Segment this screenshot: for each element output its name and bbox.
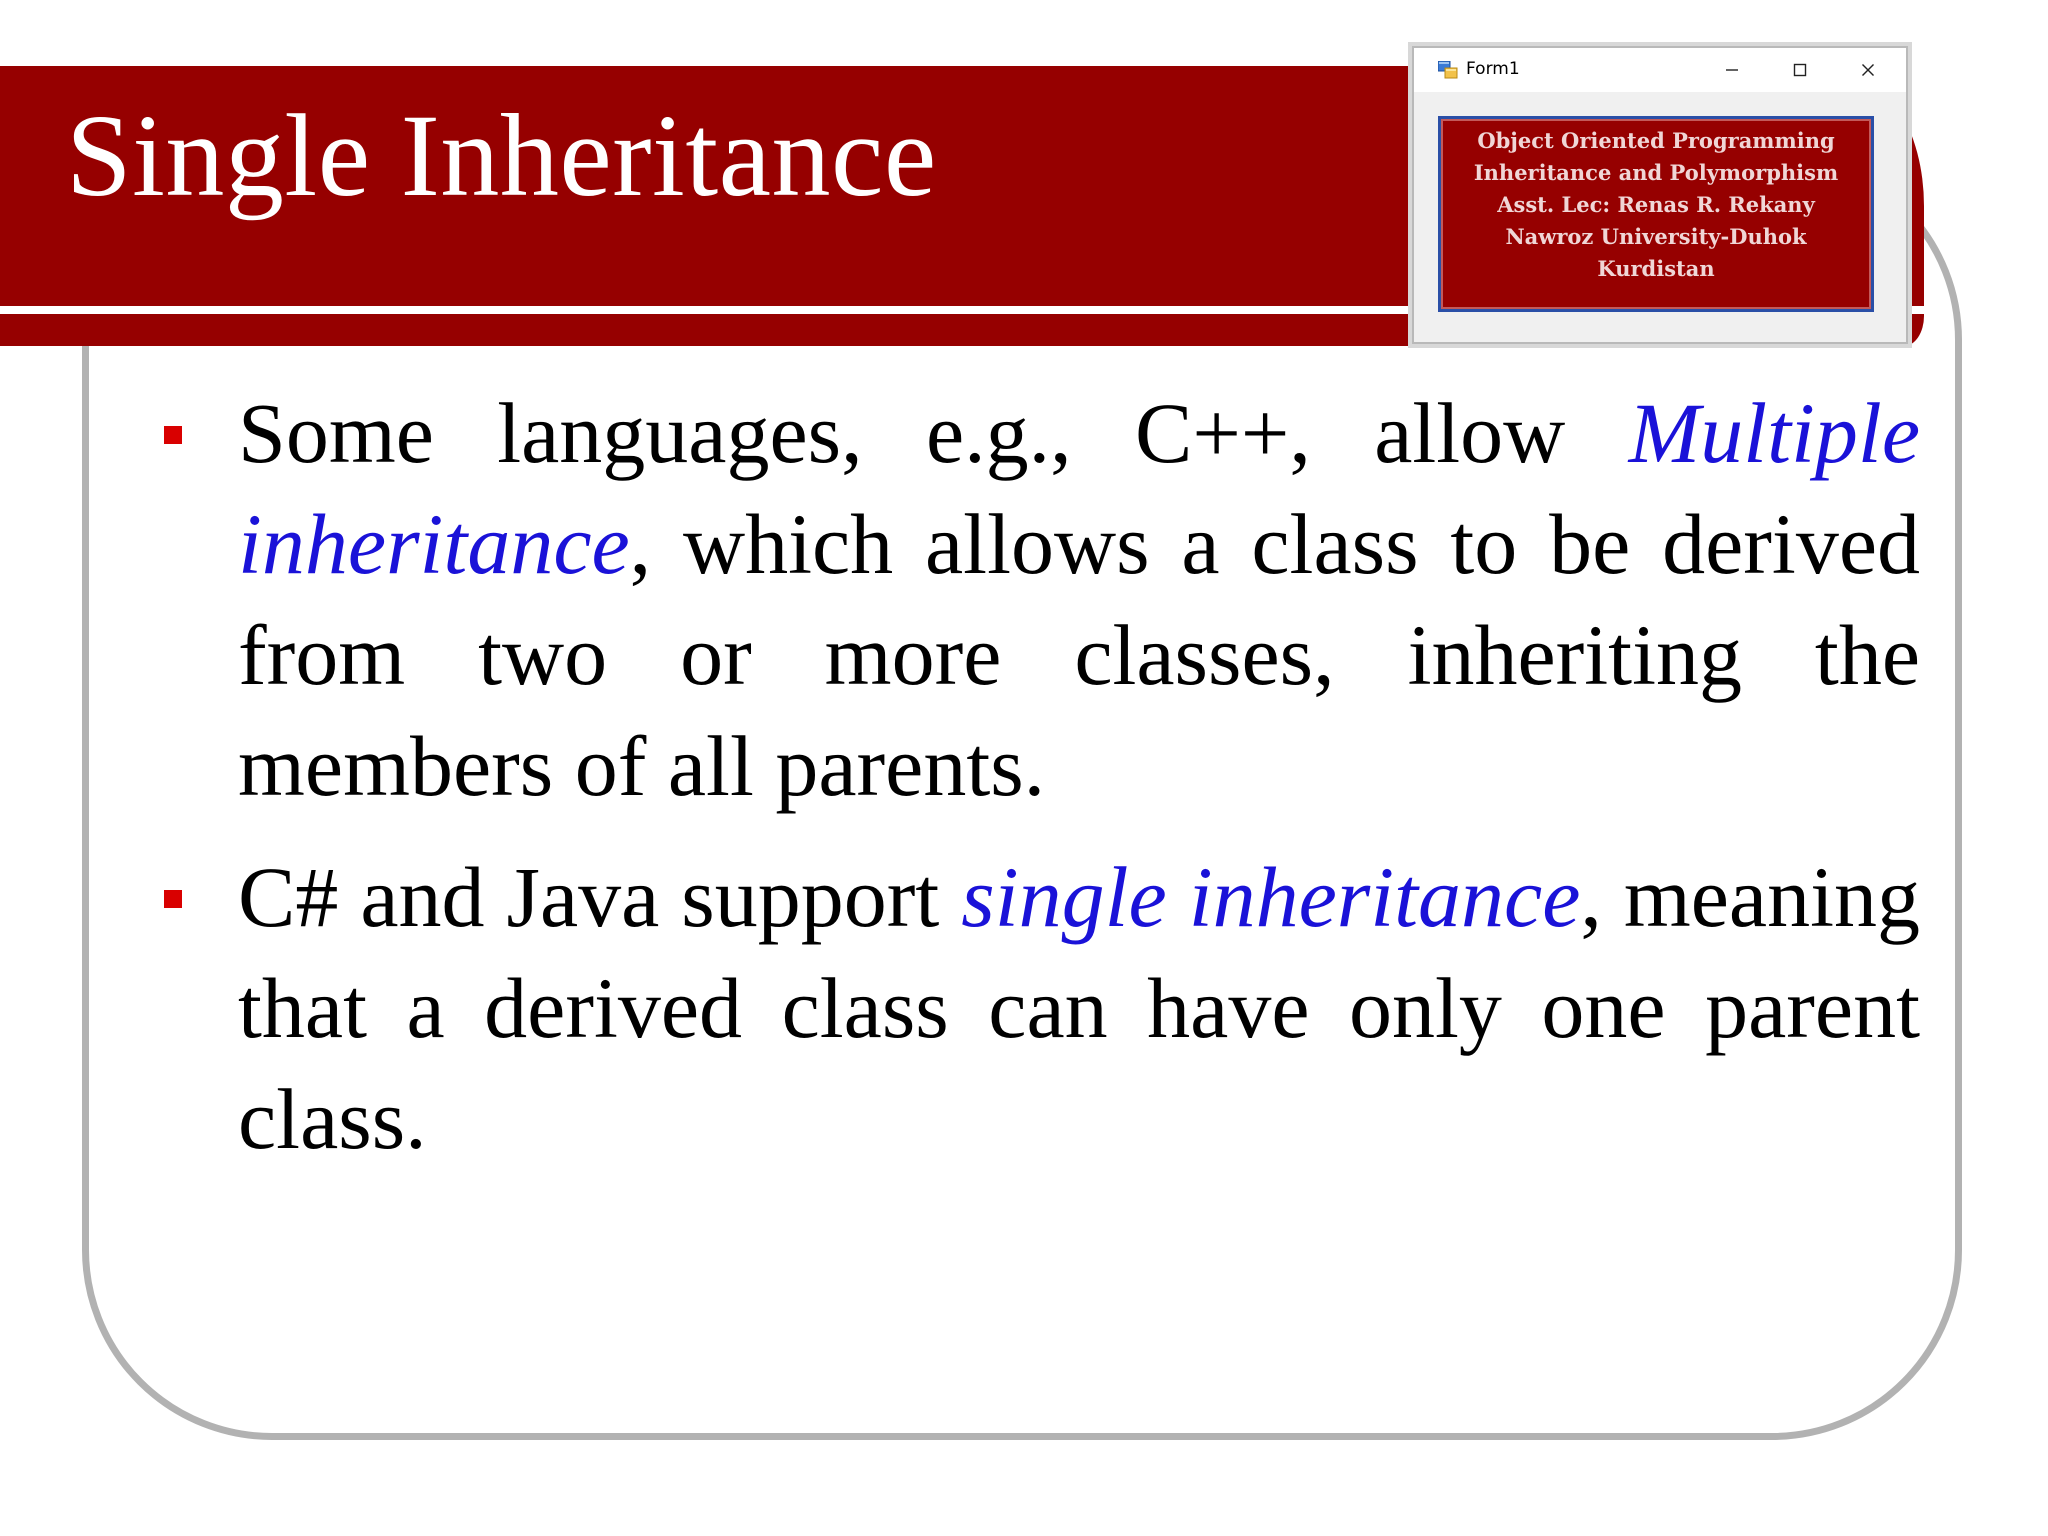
bullet-text-1 (238, 378, 1920, 822)
minimize-icon (1724, 62, 1740, 78)
bullet-emphasis: single inheritance (961, 849, 1581, 945)
close-icon (1860, 62, 1876, 78)
square-bullet-icon (164, 890, 182, 908)
windows-form-icon (1438, 61, 1458, 79)
window-title: Form1 (1466, 59, 1520, 79)
bullet-segment: C# and Java support (238, 849, 962, 945)
bullet-emphasis: Multiple inheritance (238, 385, 1920, 592)
form1-window[interactable] (1412, 46, 1908, 344)
bullet-item-2 (160, 842, 1920, 1175)
form-label (1438, 116, 1874, 312)
maximize-button[interactable] (1766, 48, 1834, 92)
square-bullet-icon (164, 426, 182, 444)
bullet-segment: Some languages, e.g., C++, allow (238, 385, 1629, 481)
label-line: Inheritance and Polymorphism (1473, 160, 1839, 185)
bullet-item-1 (160, 378, 1920, 822)
bullet-segment: , which allows a class to be derived from two or more classes, inheriting the members of all parents. (238, 496, 1920, 814)
maximize-icon (1792, 62, 1808, 78)
bullet-segment: , meaning that a derived class can have only one parent class. (238, 849, 1920, 1167)
bullet-text-2 (238, 842, 1920, 1175)
slide-title: Single Inheritance (66, 90, 937, 221)
label-line: Object Oriented Programming (1477, 128, 1835, 153)
minimize-button[interactable] (1698, 48, 1766, 92)
close-button[interactable] (1834, 48, 1902, 92)
slide-content (160, 378, 1920, 1195)
window-titlebar[interactable] (1414, 48, 1906, 92)
label-line: Nawroz University-Duhok (1505, 224, 1807, 249)
label-line: Kurdistan (1597, 256, 1715, 281)
label-line: Asst. Lec: Renas R. Rekany (1497, 192, 1815, 217)
